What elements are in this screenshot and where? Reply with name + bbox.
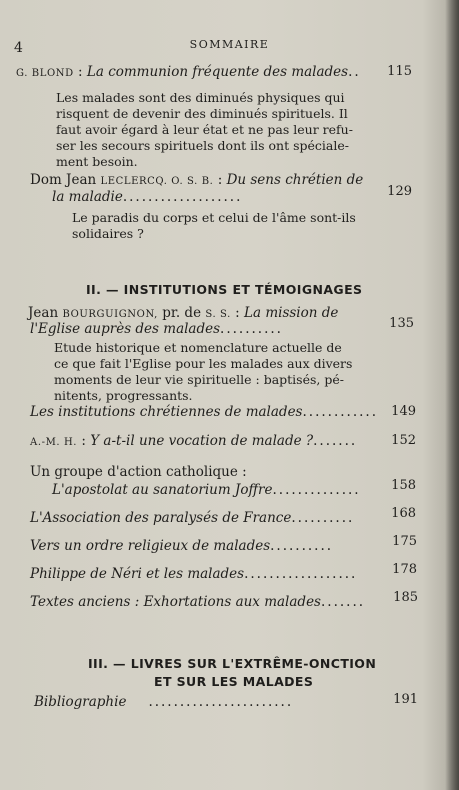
leader-dots: ..........	[291, 510, 355, 526]
author-prefix: Jean	[28, 305, 59, 321]
entry-title-line1: La mission de	[244, 305, 339, 321]
entry-page-number: 115	[387, 64, 412, 79]
toc-entry-ordre	[30, 538, 333, 554]
entry-title: Exhortations aux malades	[143, 594, 321, 610]
section-title: II. — INSTITUTIONS ET TÉMOIGNAGES	[86, 282, 363, 297]
leader-dots: .......................	[148, 694, 294, 710]
toc-entry-institutions	[30, 404, 378, 420]
author-prefix: Dom Jean	[30, 172, 97, 188]
book-spine-shadow	[445, 0, 459, 790]
author-order: S. S.	[205, 309, 231, 320]
description-line: Etude historique et nomenclature actuelle de	[54, 340, 342, 355]
entry-page-number: 175	[392, 534, 417, 549]
page-number: 4	[14, 40, 23, 56]
toc-entry-bibliographie	[34, 694, 293, 710]
leader-dots: ..	[348, 64, 361, 80]
toc-entry-leclercq: Dom Jean LECLERCQ. O. S. B. : Du sens chrétien de	[30, 172, 364, 188]
leader-dots: ..........	[270, 538, 334, 554]
running-head: SOMMAIRE	[189, 38, 270, 51]
entry-title: Vers un ordre religieux de malades	[30, 538, 271, 554]
entry-title-line2: L'apostolat au sanatorium Joffre	[52, 482, 273, 498]
toc-entry-philippe	[30, 566, 357, 582]
entry-author: BOURGUIGNON,	[62, 309, 158, 320]
leader-dots: ..............	[272, 482, 361, 498]
leader-dots: ............	[302, 404, 378, 420]
entry-page-number: 158	[391, 478, 416, 493]
entry-description	[72, 210, 382, 242]
description-line: nitents, progressants.	[54, 388, 193, 403]
entry-page-number: 185	[393, 590, 418, 605]
entry-title: La communion fréquente des malades	[86, 64, 349, 80]
entry-title: Y a-t-il une vocation de malade ?	[90, 433, 314, 449]
entry-author: G. BLOND	[16, 68, 74, 79]
entry-title-line2: l'Eglise auprès des malades	[30, 321, 221, 337]
toc-entry-groupe-line2	[52, 482, 361, 498]
description-line: ce que fait l'Eglise pour les malades aux divers	[54, 356, 353, 371]
entry-page-number: 168	[391, 506, 416, 521]
description-line: Le paradis du corps et celui de l'âme sont-ils	[72, 210, 356, 225]
toc-entry-groupe	[30, 464, 247, 480]
entry-title: Philippe de Néri et les malades	[30, 566, 245, 582]
entry-page-number: 129	[387, 184, 412, 199]
section-title-line2: ET SUR LES MALADES	[154, 674, 314, 689]
entry-description	[56, 90, 386, 170]
toc-entry-blond: G. BLOND : La communion fréquente des malades..	[16, 64, 361, 80]
entry-page-number: 152	[391, 433, 416, 448]
leader-dots: ...................	[122, 189, 243, 205]
entry-title-line1: Du sens chrétien de	[226, 172, 364, 188]
description-line: Les malades sont des diminués physiques qui	[56, 90, 345, 105]
leader-dots: .......	[313, 433, 358, 449]
toc-entry-leclercq-line2	[52, 189, 242, 205]
description-line: moments de leur vie spirituelle : baptisés, pé-	[54, 372, 344, 387]
author-suffix: pr. de	[162, 305, 202, 321]
description-line: solidaires ?	[72, 226, 144, 241]
leader-dots: .......	[321, 594, 366, 610]
entry-title: L'Association des paralysés de France	[30, 510, 292, 526]
entry-page-number: 178	[392, 562, 417, 577]
entry-title: Bibliographie	[34, 694, 127, 710]
description-line: risquent de devenir des diminués spirituels. Il	[56, 106, 348, 121]
leader-dots: ..................	[244, 566, 358, 582]
leader-dots: ..........	[220, 321, 283, 337]
section-title-line1: III. — LIVRES SUR L'EXTRÊME-ONCTION	[88, 656, 377, 671]
toc-entry-association	[30, 510, 354, 526]
entry-title: Les institutions chrétiennes de malades	[30, 404, 303, 420]
toc-entry-bourguignon: Jean BOURGUIGNON, pr. de S. S. : La mission de	[28, 305, 339, 321]
entry-author: LECLERCQ. O. S. B.	[100, 176, 214, 187]
entry-title-line2: la maladie	[52, 189, 123, 205]
toc-entry-bourguignon-line2	[30, 321, 283, 337]
entry-author: A.-M. H.	[30, 437, 78, 448]
toc-entry-textes	[30, 594, 365, 610]
entry-page-number: 149	[391, 404, 416, 419]
entry-title-prefix: Textes anciens :	[30, 594, 140, 610]
description-line: ser les secours spirituels dont ils ont spéciale-	[56, 138, 349, 153]
entry-title-line1: Un groupe d'action catholique :	[30, 464, 247, 480]
description-line: ment besoin.	[56, 154, 138, 169]
description-line: faut avoir égard à leur état et ne pas leur refu-	[56, 122, 353, 137]
entry-page-number: 191	[393, 692, 418, 707]
entry-page-number: 135	[389, 316, 414, 331]
toc-entry-vocation: A.-M. H. : Y a-t-il une vocation de malade ?.......	[30, 433, 358, 449]
entry-description	[54, 340, 384, 404]
